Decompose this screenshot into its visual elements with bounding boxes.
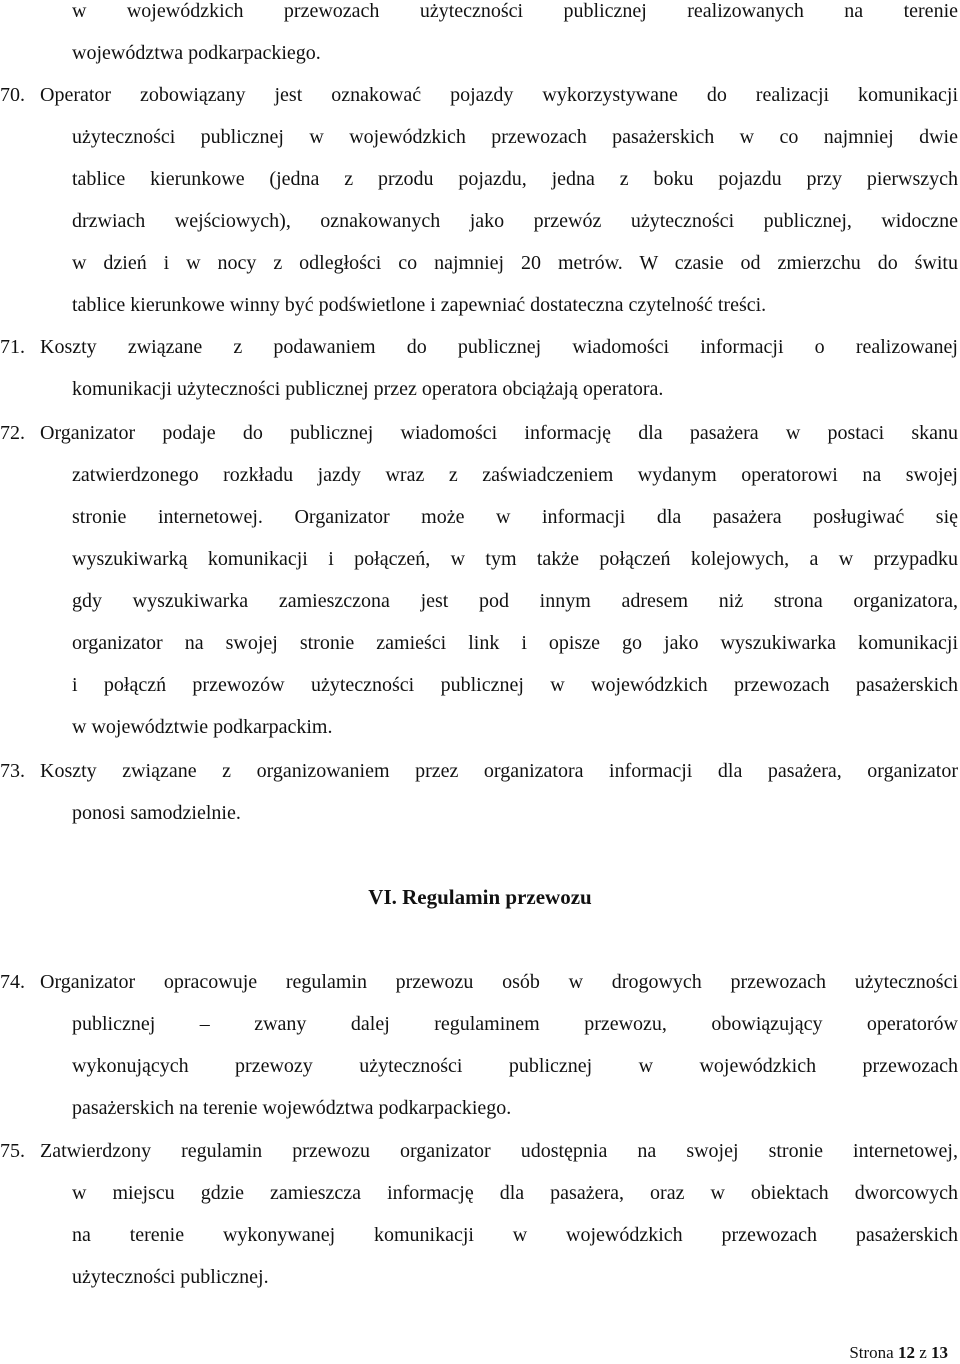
section-heading: VI. Regulamin przewozu xyxy=(368,885,592,909)
page-footer xyxy=(849,1343,948,1363)
paragraph-line: tablice kierunkowe winny być podświetlone i zapewniać dostateczna czytelność treści. xyxy=(72,294,767,316)
paragraph-line: organizator na swojej stronie zamieści link i opisze go jako wyszukiwarka komunikacji xyxy=(72,632,958,654)
paragraph-line: pasażerskich na terenie województwa podkarpackiego. xyxy=(72,1097,512,1119)
paragraph-line: Koszty związane z podawaniem do publicznej wiadomości informacji o realizowanej xyxy=(40,336,958,358)
footer-prefix: Strona xyxy=(849,1343,894,1362)
paragraph-75 xyxy=(0,1130,960,1298)
paragraph-line: w miejscu gdzie zamieszcza informację dla pasażera, oraz w obiektach dworcowych xyxy=(72,1182,958,1204)
paragraph-line: w wojewódzkich przewozach użyteczności publicznej realizowanych na terenie xyxy=(72,0,958,22)
paragraph-line: w dzień i w nocy z odległości co najmniej 20 metrów. W czasie od zmierzchu do świtu xyxy=(72,252,958,274)
paragraph-line: Koszty związane z organizowaniem przez organizatora informacji dla pasażera, organizator xyxy=(40,760,958,782)
paragraph-line: publicznej – zwany dalej regulaminem przewozu, obowiązujący operatorów xyxy=(72,1013,958,1035)
paragraph-line: Zatwierdzony regulamin przewozu organizator udostępnia na swojej stronie internetowej, xyxy=(40,1140,958,1162)
paragraph-line: tablice kierunkowe (jedna z przodu pojazdu, jedna z boku pojazdu przy pierwszych xyxy=(72,168,958,190)
paragraph-continuation xyxy=(0,0,960,74)
paragraph-line: gdy wyszukiwarka zamieszczona jest pod innym adresem niż strona organizatora, xyxy=(72,590,958,612)
paragraph-line: drzwiach wejściowych), oznakowanych jako przewóz użyteczności publicznej, widoczne xyxy=(72,210,958,232)
paragraph-72 xyxy=(0,412,960,748)
paragraph-71 xyxy=(0,326,960,410)
paragraph-line: użyteczności publicznej. xyxy=(72,1266,269,1288)
footer-of: z xyxy=(919,1343,927,1362)
paragraph-line: komunikacji użyteczności publicznej przez operatora obciążają operatora. xyxy=(72,378,664,400)
paragraph-line: województwa podkarpackiego. xyxy=(72,42,321,64)
paragraph-line: ponosi samodzielnie. xyxy=(72,802,241,824)
paragraph-line: w województwie podkarpackim. xyxy=(72,716,333,738)
footer-total-pages: 13 xyxy=(931,1343,948,1362)
paragraph-number: 72. xyxy=(0,422,25,444)
footer-page-number: 12 xyxy=(897,1343,915,1362)
paragraph-73 xyxy=(0,750,960,834)
paragraph-line: stronie internetowej. Organizator może w informacji dla pasażera posługiwać się xyxy=(72,506,958,528)
paragraph-line: wykonujących przewozy użyteczności publicznej w wojewódzkich przewozach xyxy=(72,1055,958,1077)
paragraph-number: 71. xyxy=(0,336,25,358)
paragraph-line: Organizator opracowuje regulamin przewozu osób w drogowych przewozach użyteczności xyxy=(40,971,958,993)
paragraph-line: Organizator podaje do publicznej wiadomości informację dla pasażera w postaci skanu xyxy=(40,422,958,444)
paragraph-line: i połączń przewozów użyteczności publicznej w wojewódzkich przewozach pasażerskich xyxy=(72,674,958,696)
paragraph-number: 74. xyxy=(0,971,25,993)
paragraph-line: na terenie wykonywanej komunikacji w wojewódzkich przewozach pasażerskich xyxy=(72,1224,958,1246)
paragraph-number: 73. xyxy=(0,760,25,782)
paragraph-number: 70. xyxy=(0,84,25,106)
paragraph-line: zatwierdzonego rozkładu jazdy wraz z zaświadczeniem wydanym operatorowi na swojej xyxy=(72,464,958,486)
paragraph-line: Operator zobowiązany jest oznakować pojazdy wykorzystywane do realizacji komunikacji xyxy=(40,84,958,106)
paragraph-line: wyszukiwarką komunikacji i połączeń, w tym także połączeń kolejowych, a w przypadku xyxy=(72,548,958,570)
paragraph-70 xyxy=(0,74,960,326)
paragraph-number: 75. xyxy=(0,1140,25,1162)
paragraph-line: użyteczności publicznej w wojewódzkich przewozach pasażerskich w co najmniej dwie xyxy=(72,126,958,148)
paragraph-74 xyxy=(0,961,960,1129)
